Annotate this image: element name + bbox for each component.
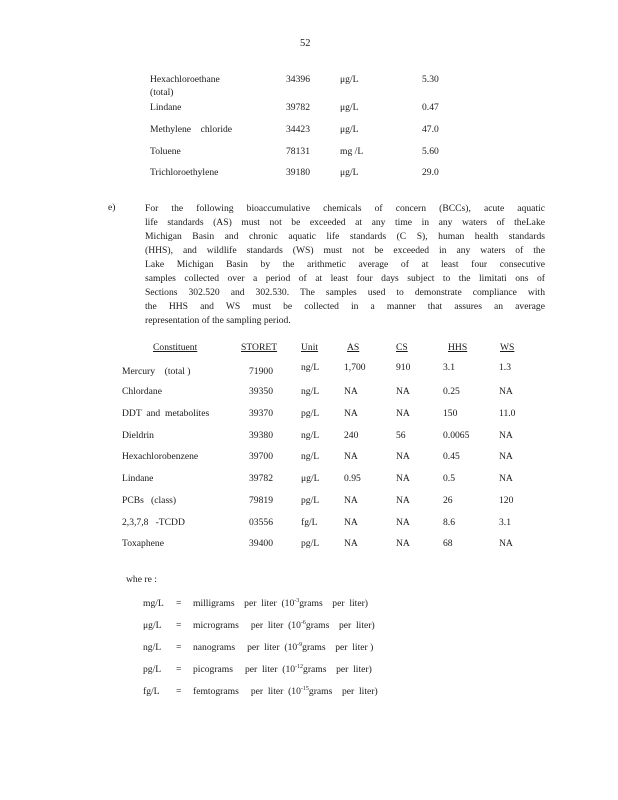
constituent-name: DDT and metabolites	[122, 408, 210, 419]
hhs-value: 68	[443, 538, 453, 549]
where-label: whe re :	[126, 574, 157, 585]
unit: ng/L	[301, 430, 320, 441]
unit: μg/L	[340, 102, 359, 113]
unit-definition	[193, 664, 372, 676]
cs-value: 910	[396, 362, 411, 373]
hhs-value: 3.1	[443, 362, 455, 373]
ws-value: NA	[499, 386, 513, 397]
equals-sign: =	[176, 642, 182, 653]
paragraph-body	[145, 202, 545, 328]
unit-definition	[193, 620, 375, 632]
cs-value: 56	[396, 430, 406, 441]
cs-value: NA	[396, 473, 410, 484]
paragraph-line: representation of the sampling period.	[145, 315, 291, 326]
storet-code: 71900	[249, 366, 273, 377]
chemical-name: Methylene chloride	[150, 124, 233, 135]
column-header-ws: WS	[500, 342, 515, 353]
definition-text: micrograms per liter (10	[193, 620, 301, 631]
paragraph-line: Lake Michigan Basin by the arithmetic average of at least four consecutive	[145, 259, 545, 270]
exponent: -3	[294, 598, 300, 604]
exponent: -9	[297, 642, 303, 648]
equals-sign: =	[176, 620, 182, 631]
storet-code: 39782	[286, 102, 310, 113]
cs-value: NA	[396, 538, 410, 549]
unit-abbreviation: fg/L	[143, 686, 160, 697]
definition-text: picograms per liter (10	[193, 664, 296, 675]
paragraph-line: Sections 302.520 and 302.530. The samples used to demonstrate compliance with	[145, 287, 545, 298]
cs-value: NA	[396, 517, 410, 528]
exponent: -15	[300, 686, 309, 692]
storet-code: 39700	[249, 451, 273, 462]
exponent: -6	[300, 620, 306, 626]
equals-sign: =	[176, 664, 182, 675]
cs-value: NA	[396, 495, 410, 506]
as-value: NA	[344, 538, 358, 549]
unit: pg/L	[301, 408, 320, 419]
as-value: NA	[344, 451, 358, 462]
chemical-name: Hexachloroethane	[150, 74, 220, 85]
unit: μg/L	[340, 167, 359, 178]
criterion-value: 29.0	[422, 167, 439, 178]
unit-definition	[193, 598, 368, 610]
paragraph-label: e)	[108, 202, 116, 213]
chemical-name: Toluene	[150, 146, 181, 157]
as-value: NA	[344, 386, 358, 397]
chemical-name-continued: (total)	[150, 87, 174, 98]
column-header-constituent: Constituent	[153, 342, 198, 353]
unit: pg/L	[301, 538, 320, 549]
definition-text-suffix: grams per liter )	[302, 642, 374, 653]
constituent-name: Dieldrin	[122, 430, 154, 441]
unit: μg/L	[301, 473, 320, 484]
ws-value: NA	[499, 430, 513, 441]
unit-definition	[193, 686, 378, 698]
equals-sign: =	[176, 686, 182, 697]
constituent-name: Toxaphene	[122, 538, 164, 549]
hhs-value: 26	[443, 495, 453, 506]
hhs-value: 0.0065	[443, 430, 470, 441]
unit: mg /L	[340, 146, 364, 157]
unit-abbreviation: mg/L	[143, 598, 164, 609]
exponent: -12	[295, 664, 304, 670]
ws-value: NA	[499, 473, 513, 484]
constituent-name: Lindane	[122, 473, 154, 484]
criterion-value: 0.47	[422, 102, 439, 113]
criterion-value: 5.30	[422, 74, 439, 85]
ws-value: 1.3	[499, 362, 511, 373]
column-header-unit: Unit	[301, 342, 319, 353]
as-value: 0.95	[344, 473, 361, 484]
page-number: 52	[300, 38, 311, 49]
storet-code: 39380	[249, 430, 273, 441]
as-value: 1,700	[344, 362, 366, 373]
constituent-name: Hexachlorobenzene	[122, 451, 199, 462]
storet-code: 39400	[249, 538, 273, 549]
column-header-as: AS	[347, 342, 360, 353]
hhs-value: 0.45	[443, 451, 460, 462]
unit: ng/L	[301, 386, 320, 397]
constituent-name: PCBs (class)	[122, 495, 177, 506]
cs-value: NA	[396, 408, 410, 419]
paragraph-line: the HHS and WS must be collected in a manner that assures an average	[145, 301, 545, 312]
unit-definition	[193, 642, 373, 654]
definition-text-suffix: grams per liter)	[308, 686, 378, 697]
hhs-value: 8.6	[443, 517, 455, 528]
as-value: 240	[344, 430, 359, 441]
ws-value: NA	[499, 538, 513, 549]
storet-code: 39782	[249, 473, 273, 484]
storet-code: 78131	[286, 146, 310, 157]
storet-code: 39350	[249, 386, 273, 397]
ws-value: 3.1	[499, 517, 511, 528]
constituent-name: 2,3,7,8 -TCDD	[122, 517, 185, 528]
ws-value: NA	[499, 451, 513, 462]
storet-code: 34396	[286, 74, 310, 85]
definition-text: femtograms per liter (10	[193, 686, 301, 697]
storet-code: 39370	[249, 408, 273, 419]
unit: μg/L	[340, 74, 359, 85]
paragraph-line: samples collected over a period of at least four days subject to the limitati ons of	[145, 273, 545, 284]
hhs-value: 0.25	[443, 386, 460, 397]
paragraph-line: Michigan Basin and chronic aquatic life standards (C S), human health standards	[145, 231, 545, 242]
criterion-value: 47.0	[422, 124, 439, 135]
storet-code: 39180	[286, 167, 310, 178]
definition-text-suffix: grams per liter)	[305, 620, 375, 631]
unit: ng/L	[301, 451, 320, 462]
paragraph-line: life standards (AS) must not be exceeded at any time in any waters of theLake	[145, 217, 545, 228]
constituent-name: Chlordane	[122, 386, 162, 397]
column-header-cs: CS	[396, 342, 408, 353]
as-value: NA	[344, 495, 358, 506]
definition-text: nanograms per liter (10	[193, 642, 298, 653]
unit-abbreviation: μg/L	[143, 620, 162, 631]
criterion-value: 5.60	[422, 146, 439, 157]
equals-sign: =	[176, 598, 182, 609]
unit: μg/L	[340, 124, 359, 135]
storet-code: 79819	[249, 495, 273, 506]
definition-text-suffix: grams per liter)	[303, 664, 372, 675]
as-value: NA	[344, 408, 358, 419]
unit: fg/L	[301, 517, 318, 528]
definition-text-suffix: grams per liter)	[299, 598, 368, 609]
paragraph-line: (HHS), and wildlife standards (WS) must not be exceeded in any waters of the	[145, 245, 545, 256]
column-header-hhs: HHS	[448, 342, 468, 353]
hhs-value: 150	[443, 408, 458, 419]
paragraph-line: For the following bioaccumulative chemicals of concern (BCCs), acute aquatic	[145, 203, 545, 214]
hhs-value: 0.5	[443, 473, 455, 484]
chemical-name: Trichloroethylene	[150, 167, 219, 178]
unit-abbreviation: ng/L	[143, 642, 162, 653]
cs-value: NA	[396, 451, 410, 462]
column-header-storet: STORET	[241, 342, 278, 353]
chemical-name: Lindane	[150, 102, 182, 113]
as-value: NA	[344, 517, 358, 528]
unit-abbreviation: pg/L	[143, 664, 162, 675]
definition-text: milligrams per liter (10	[193, 598, 295, 609]
ws-value: 120	[499, 495, 514, 506]
unit: ng/L	[301, 362, 320, 373]
constituent-name: Mercury (total )	[122, 366, 191, 377]
storet-code: 03556	[249, 517, 273, 528]
unit: pg/L	[301, 495, 320, 506]
cs-value: NA	[396, 386, 410, 397]
ws-value: 11.0	[499, 408, 516, 419]
storet-code: 34423	[286, 124, 310, 135]
